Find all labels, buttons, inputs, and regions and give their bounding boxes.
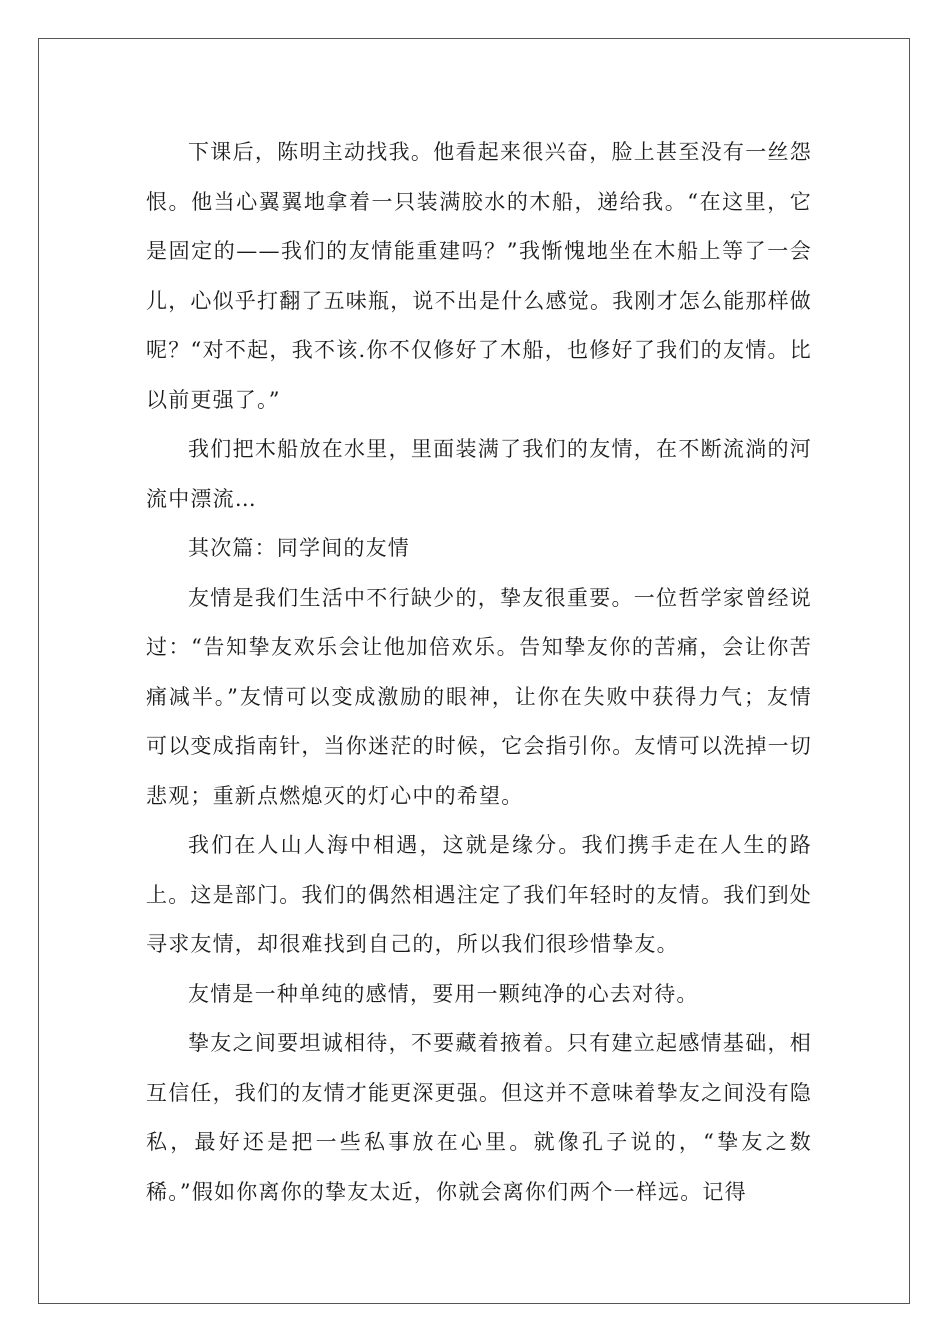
paragraph-boat-drifting: 我们把木船放在水里，里面装满了我们的友情，在不断流淌的河流中漂流… bbox=[146, 437, 812, 511]
paragraph-friendship-importance: 友情是我们生活中不行缺少的，挚友很重要。一位哲学家曾经说过：“告知挚友欢乐会让他加倍欢乐。告知挚友你的苦痛，会让你苦痛减半。”友情可以变成激励的眼神，让你在失败中获得力气；友情可以变成指南针，当你迷茫的时候，它会指引你。友情可以洗掉一切悲观；重新点燃熄灭的灯心中的希望。 bbox=[146, 585, 812, 808]
paragraph-reconciliation: 下课后，陈明主动找我。他看起来很兴奋，脸上甚至没有一丝怨恨。他当心翼翼地拿着一只装满胶水的木船，递给我。“在这里，它是固定的——我们的友情能重建吗？”我惭愧地坐在木船上等了一会儿，心似乎打翻了五味瓶，说不出是什么感觉。我刚才怎么能那样做呢？“对不起，我不该.你不仅修好了木船，也修好了我们的友情。比以前更强了。” bbox=[146, 140, 812, 412]
paragraph-pure-feeling: 友情是一种单纯的感情，要用一颗纯净的心去对待。 bbox=[188, 981, 699, 1006]
paragraph-honesty: 挚友之间要坦诚相待，不要藏着掖着。只有建立起感情基础，相互信任，我们的友情才能更深更强。但这并不意味着挚友之间没有隐私，最好还是把一些私事放在心里。就像孔子说的，“挚友之数稀。”假如你离你的挚友太近，你就会离你们两个一样远。记得 bbox=[146, 1031, 812, 1204]
document-body bbox=[146, 128, 812, 1217]
section-heading: 其次篇：同学间的友情 bbox=[188, 536, 410, 560]
paragraph-fate-meeting: 我们在人山人海中相遇，这就是缘分。我们携手走在人生的路上。这是部门。我们的偶然相遇注定了我们年轻时的友情。我们到处寻求友情，却很难找到自己的，所以我们很珍惜挚友。 bbox=[146, 833, 812, 956]
